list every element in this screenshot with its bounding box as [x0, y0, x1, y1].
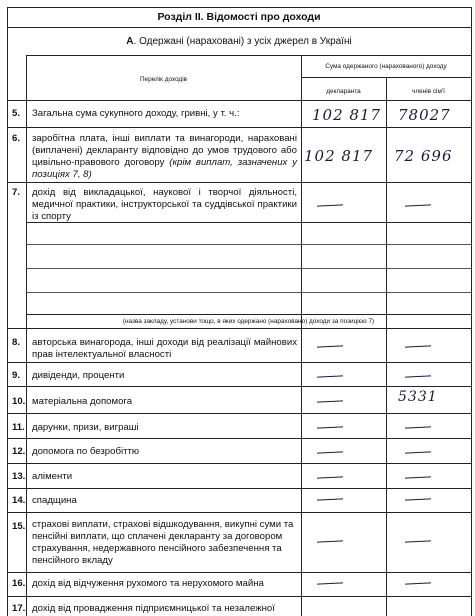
row-5-declarant-value: 102 817 [312, 106, 382, 124]
row-12-rule [7, 463, 471, 464]
col-number-divider [26, 55, 27, 616]
row-9-rule [7, 386, 471, 387]
row-15-declarant-dash [317, 540, 343, 542]
institution-line-2 [26, 268, 471, 269]
row-7-number: 7. [12, 187, 21, 198]
row-7-label: дохід від викладацької, наукової і творчої діяльності, медичної практики, інструкторської та суддівської практики із спорту [32, 187, 297, 222]
row-9-declarant-dash [317, 375, 343, 377]
row-8-declarant-dash [317, 345, 343, 347]
subsection-letter: А [126, 36, 134, 47]
row-6-rule [7, 182, 471, 183]
row-7-family-dash [405, 204, 431, 206]
row-6-family-value: 72 696 [394, 147, 453, 165]
row-16-number: 16. [12, 578, 26, 589]
institution-line-4 [26, 314, 471, 315]
frame-top [7, 7, 471, 8]
row-5-number: 5. [12, 108, 21, 119]
institution-bottom-rule [7, 328, 471, 329]
row-16-label: дохід від відчуження рухомого та нерухомого майна [32, 578, 264, 589]
row-13-rule [7, 488, 471, 489]
frame-right [471, 7, 472, 616]
row-9-label: дивіденди, проценти [32, 370, 125, 381]
row-15-family-dash [405, 540, 431, 542]
row-6-label [32, 133, 297, 181]
row-16-rule [7, 596, 471, 597]
row-11-rule [7, 438, 471, 439]
institution-line-3 [26, 292, 471, 293]
row-6-declarant-value: 102 817 [304, 147, 374, 165]
row-11-family-dash [405, 426, 431, 428]
row-5-rule [7, 127, 471, 128]
row-17-number: 17. [12, 603, 26, 614]
row-13-family-dash [405, 476, 431, 478]
row-12-label: допомога по безробіттю [32, 446, 140, 457]
section-title-rule [7, 27, 471, 28]
frame-left [7, 7, 8, 616]
row-13-declarant-dash [317, 476, 343, 478]
row-6-label-note: (крім виплат, зазначених у позиціях 7, 8) [32, 157, 297, 180]
institution-line-1 [26, 244, 471, 245]
row-6-number: 6. [12, 133, 21, 144]
table-top-rule [26, 55, 471, 56]
row-8-rule [7, 362, 471, 363]
header-declarant-label: декларанта [326, 88, 361, 95]
row-7-declarant-dash [317, 204, 343, 206]
row-10-declarant-dash [317, 400, 343, 402]
row-6-label-text: заробітна плата, інші виплати та винагороди, нараховані (виплачені) декларанту відповідно до умов трудового або цивільно-правового договору [32, 133, 297, 168]
row-14-rule [7, 512, 471, 513]
row-15-number: 15. [12, 521, 26, 532]
row-10-label: матеріальна допомога [32, 396, 133, 407]
col-family-divider [386, 77, 387, 616]
row-11-label: дарунки, призи, виграші [32, 422, 139, 433]
row-9-number: 9. [12, 370, 21, 381]
row-12-family-dash [405, 451, 431, 453]
row-5-family-value: 78027 [398, 106, 451, 124]
row-11-number: 11. [12, 422, 25, 433]
row-8-label: авторська винагорода, інші доходи від реалізації майнових прав інтелектуальної власності [32, 337, 297, 360]
row-16-declarant-dash [317, 582, 343, 584]
section-title: Розділ ІІ. Відомості про доходи [157, 11, 321, 23]
row-13-label: аліменти [32, 471, 73, 482]
header-amount-label: Сума одержаного (нарахованого) доходу [325, 63, 447, 70]
row-15-rule [7, 572, 471, 573]
row-9-family-dash [405, 375, 431, 377]
header-sub-rule [301, 77, 471, 78]
row-11-declarant-dash [317, 426, 343, 428]
header-family-label: членів сім'ї [412, 88, 445, 95]
row-10-rule [7, 413, 471, 414]
row-14-declarant-dash [317, 498, 343, 500]
row-14-label: спадщина [32, 495, 77, 506]
row-12-number: 12. [12, 446, 26, 457]
row-16-family-dash [405, 582, 431, 584]
header-list-label: Перелік доходів [139, 76, 188, 83]
row-12-declarant-dash [317, 451, 343, 453]
row-15-label: страхові виплати, страхові відшкодування, викупні суми та пенсійні виплати, що сплачені декларанту за договором страхування, недержавного пенсійного забезпечення та пенсійного вкладу [32, 519, 294, 566]
subsection-title [7, 36, 471, 48]
row-8-number: 8. [12, 337, 21, 348]
row-7-rule [26, 222, 471, 223]
row-10-family-value: 5331 [398, 389, 438, 405]
institution-caption: (назва закладу, установи тощо, в яких одержано (нараховано) доходи за позицією 7) [122, 318, 375, 325]
row-13-number: 13. [12, 471, 26, 482]
row-17-label: дохід від провадження підприємницької та незалежної [32, 603, 275, 614]
row-14-family-dash [405, 498, 431, 500]
col-declarant-divider [301, 55, 302, 616]
header-bottom-rule [7, 100, 471, 101]
row-5-label: Загальна сума сукупного доходу, гривні, у т. ч.: [32, 108, 240, 119]
subsection-text: . Одержані (нараховані) з усіх джерел в Україні [133, 36, 352, 47]
row-8-family-dash [405, 345, 431, 347]
row-14-number: 14. [12, 495, 26, 506]
row-10-number: 10. [12, 396, 26, 407]
